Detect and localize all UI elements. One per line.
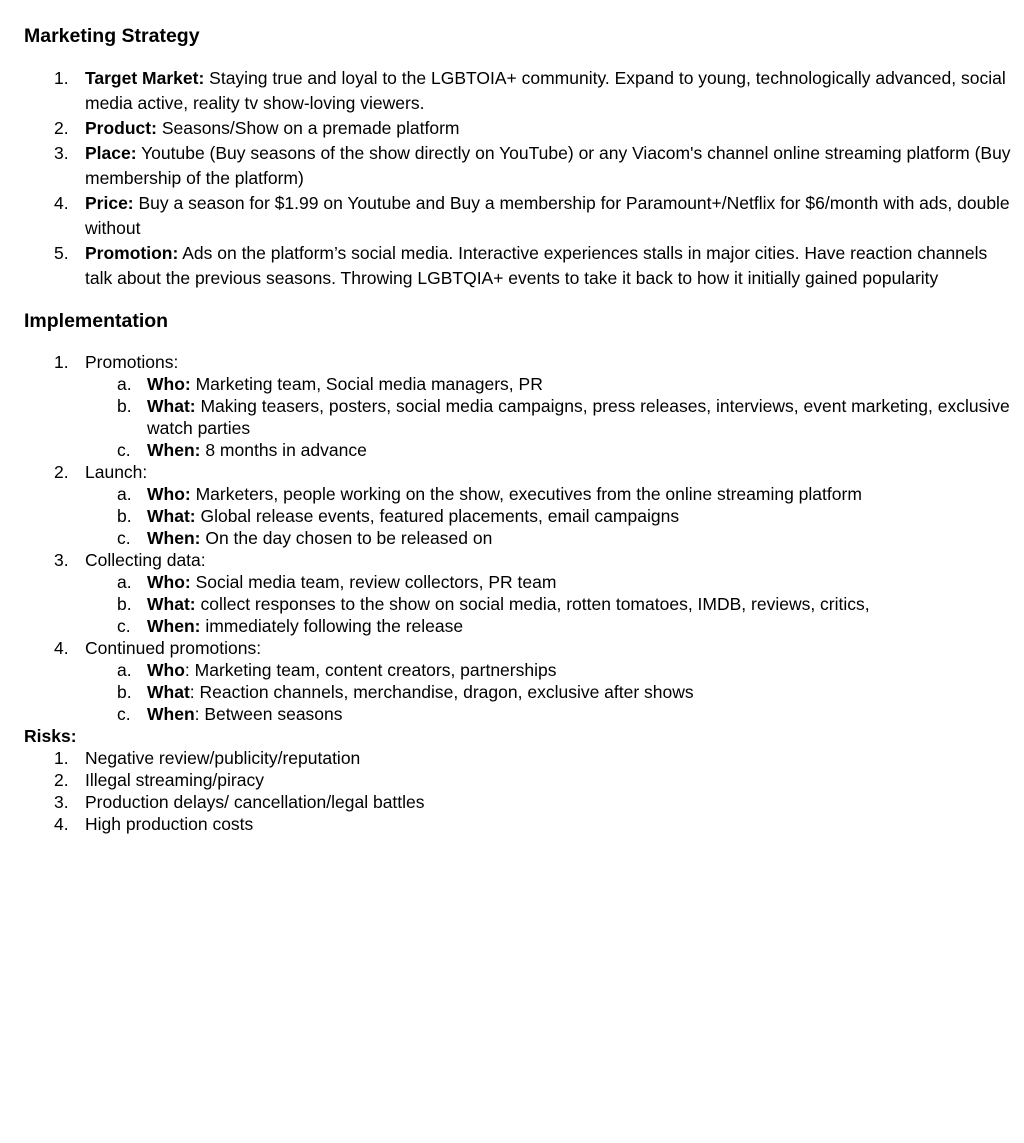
sub-list-container	[24, 659, 1014, 725]
list-item	[24, 241, 1014, 291]
list-number: 3.	[54, 143, 69, 163]
sub-text: Social media team, review collectors, PR team	[190, 572, 557, 592]
list-number: 1.	[54, 352, 69, 372]
risk-text: Production delays/ cancellation/legal battles	[85, 792, 425, 812]
phase-item	[24, 549, 1014, 571]
list-number: 3.	[54, 550, 69, 570]
list-item	[24, 116, 1014, 141]
list-number: 3.	[54, 792, 69, 812]
sub-text: On the day chosen to be released on	[200, 528, 493, 548]
risk-text: Illegal streaming/piracy	[85, 770, 264, 790]
sub-list	[24, 483, 1014, 549]
risk-item	[24, 769, 1014, 791]
phase-item	[24, 637, 1014, 659]
sub-label: Who:	[147, 572, 191, 592]
item-text: Buy a season for $1.99 on Youtube and Buy a membership for Paramount+/Netflix for $6/month with ads, double without	[85, 193, 1010, 238]
phase-title: Promotions:	[85, 352, 179, 372]
sub-list-container	[24, 571, 1014, 637]
strategy-heading: Marketing Strategy	[24, 25, 200, 47]
document-page	[24, 22, 1014, 835]
list-item	[24, 191, 1014, 241]
sub-letter: c.	[117, 704, 131, 724]
sub-list-container	[24, 483, 1014, 549]
sub-text: Global release events, featured placements, email campaigns	[195, 506, 680, 526]
sub-list-container	[24, 373, 1014, 461]
sub-text: Marketers, people working on the show, executives from the online streaming platform	[190, 484, 862, 504]
risk-item	[24, 791, 1014, 813]
item-label: Target Market:	[85, 68, 205, 88]
sub-letter: a.	[117, 484, 132, 504]
sub-item	[24, 659, 1014, 681]
sub-text: Marketing team, Social media managers, PR	[190, 374, 543, 394]
item-text: Youtube (Buy seasons of the show directly on YouTube) or any Viacom's channel online streaming platform (Buy membership of the platform)	[85, 143, 1011, 188]
sub-letter: b.	[117, 396, 132, 416]
sub-text: immediately following the release	[200, 616, 464, 636]
sub-label: What:	[147, 594, 196, 614]
sub-item	[24, 505, 1014, 527]
phase-title: Collecting data:	[85, 550, 206, 570]
sub-text: 8 months in advance	[200, 440, 367, 460]
sub-text: : Reaction channels, merchandise, dragon, exclusive after shows	[189, 682, 694, 702]
sub-label: What	[147, 682, 190, 702]
risks-list	[24, 747, 1014, 835]
risk-item	[24, 813, 1014, 835]
sub-label: When	[147, 704, 195, 724]
sub-item	[24, 681, 1014, 703]
sub-text: : Marketing team, content creators, partnerships	[184, 660, 557, 680]
list-number: 4.	[54, 193, 69, 213]
sub-letter: c.	[117, 440, 131, 460]
risk-item	[24, 747, 1014, 769]
sub-text: Making teasers, posters, social media campaigns, press releases, interviews, event marketing, exclusive watch parties	[147, 396, 1010, 438]
sub-text: collect responses to the show on social media, rotten tomatoes, IMDB, reviews, critics,	[195, 594, 870, 614]
list-number: 2.	[54, 770, 69, 790]
sub-label: When:	[147, 528, 201, 548]
sub-label: When:	[147, 440, 201, 460]
risks-heading: Risks:	[24, 726, 77, 746]
sub-item	[24, 593, 1014, 615]
sub-item	[24, 483, 1014, 505]
sub-letter: a.	[117, 572, 132, 592]
list-item	[24, 66, 1014, 116]
phase-title: Launch:	[85, 462, 148, 482]
sub-item	[24, 615, 1014, 637]
sub-list	[24, 373, 1014, 461]
sub-label: Who:	[147, 374, 191, 394]
sub-letter: c.	[117, 616, 131, 636]
sub-label: Who	[147, 660, 185, 680]
sub-item	[24, 703, 1014, 725]
phase-title: Continued promotions:	[85, 638, 262, 658]
list-number: 4.	[54, 814, 69, 834]
phase-item	[24, 461, 1014, 483]
sub-item	[24, 527, 1014, 549]
sub-letter: a.	[117, 374, 132, 394]
implementation-heading: Implementation	[24, 310, 169, 332]
sub-label: What:	[147, 506, 196, 526]
implementation-list	[24, 351, 1014, 725]
sub-letter: b.	[117, 682, 132, 702]
sub-list	[24, 571, 1014, 637]
sub-letter: c.	[117, 528, 131, 548]
item-text: Seasons/Show on a premade platform	[156, 118, 460, 138]
item-label: Place:	[85, 143, 137, 163]
sub-item	[24, 571, 1014, 593]
phase-item	[24, 351, 1014, 373]
sub-letter: b.	[117, 594, 132, 614]
list-number: 2.	[54, 118, 69, 138]
sub-item	[24, 439, 1014, 461]
sub-label: When:	[147, 616, 201, 636]
risk-text: Negative review/publicity/reputation	[85, 748, 361, 768]
sub-item	[24, 395, 1014, 439]
item-text: Staying true and loyal to the LGBTOIA+ community. Expand to young, technologically advanced, social media active, reality tv show-loving viewers.	[85, 68, 1006, 113]
item-label: Product:	[85, 118, 157, 138]
sub-letter: b.	[117, 506, 132, 526]
item-text: Ads on the platform’s social media. Interactive experiences stalls in major cities. Have reaction channels talk about the previous seasons. Throwing LGBTQIA+ events to take it back to how it initially gained popularity	[85, 243, 988, 288]
sub-label: Who:	[147, 484, 191, 504]
list-number: 1.	[54, 748, 69, 768]
list-number: 2.	[54, 462, 69, 482]
sub-item	[24, 373, 1014, 395]
sub-label: What:	[147, 396, 196, 416]
list-number: 1.	[54, 68, 69, 88]
risk-text: High production costs	[85, 814, 254, 834]
list-item	[24, 141, 1014, 191]
sub-text: : Between seasons	[194, 704, 343, 724]
list-number: 5.	[54, 243, 69, 263]
sub-letter: a.	[117, 660, 132, 680]
sub-list	[24, 659, 1014, 725]
item-label: Promotion:	[85, 243, 179, 263]
strategy-list	[24, 66, 1014, 291]
list-number: 4.	[54, 638, 69, 658]
item-label: Price:	[85, 193, 134, 213]
